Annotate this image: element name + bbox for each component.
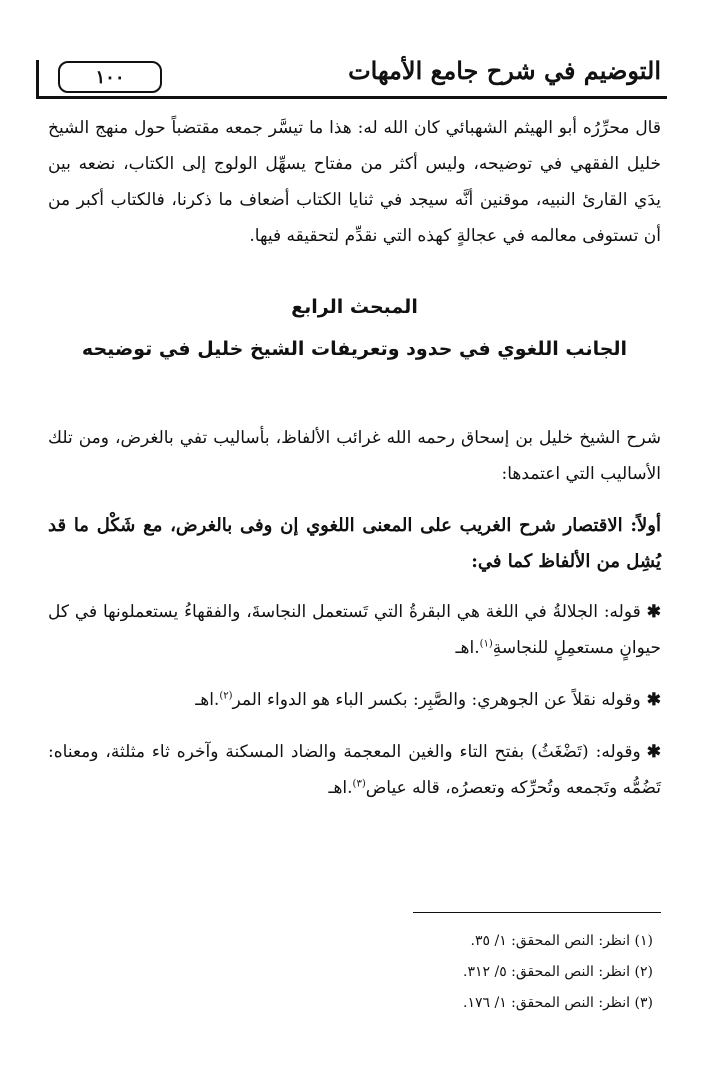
section-title: المبحث الرابع: [291, 296, 418, 318]
quote-one: [48, 594, 661, 666]
quote-two: [48, 682, 661, 718]
footnotes-list: [48, 926, 653, 1019]
quote-one-end: .اهـ: [455, 638, 480, 658]
footnote-item: (١) انظر: النص المحقق: ١/ ٣٥.: [470, 933, 653, 949]
section-subtitle: الجانب اللغوي في حدود وتعريفات الشيخ خليل في توضيحه: [81, 338, 628, 360]
method-one-heading: أولاً: الاقتصار شرح الغريب على المعنى اللغوي إن وفى بالغرض، مع شَكْل ما قد يُشِل من الألفاظ كما في:: [48, 515, 661, 572]
quote-three-end: .اهـ: [328, 778, 353, 798]
page-header: [36, 48, 667, 100]
footnote-ref-2[interactable]: (٢): [219, 690, 233, 702]
header-rule: [36, 96, 667, 99]
footnote-item: (٣) انظر: النص المحقق: ١/ ١٧٦.: [463, 995, 653, 1011]
section-intro-paragraph: شرح الشيخ خليل بن إسحاق رحمه الله غرائب الألفاظ، بأساليب تفي بالغرض، ومن تلك الأساليب التي اعتمدها:: [48, 428, 661, 484]
header-corner-tick: [36, 60, 39, 98]
page-number: ١٠٠: [58, 61, 162, 93]
footnote-item: (٢) انظر: النص المحقق: ٥/ ٣١٢.: [463, 964, 653, 980]
bullet-star-icon: ✱: [646, 742, 661, 762]
editor-intro-paragraph: قال محرِّرُه أبو الهيثم الشهبائي كان الله له: هذا ما تيسَّر جمعه مقتضباً حول منهج الشيخ خليل الفقهي في توضيحه، وليس أكثر من مفتاح يسهِّل الولوج إلى الكتاب، نضعه بين يدَي القارئ النبيه، موقنين أنَّه سيجد في ثنايا الكتاب أضعاف ما ذكرنا، فالكتاب أكبر من أن تستوفى معالمه في عجالةٍ كهذه التي نقدِّم لتحقيقه فيها.: [48, 118, 661, 246]
quote-three-text: وقوله: (تَضْغَثُ) بفتح التاء والغين المعجمة والضاد المسكنة وآخره ثاء مثلثة، ومعناه: تَضُمُّه وتَجمعه وتُحرِّكه وتعصرُه، قاله عياض: [48, 742, 661, 798]
footnote-ref-3[interactable]: (٣): [352, 778, 366, 790]
quote-two-text: وقوله نقلاً عن الجوهري: والصَّبِر: بكسر الباء هو الدواء المر: [232, 690, 641, 710]
quote-three: [48, 734, 661, 806]
footnote-separator: [413, 912, 661, 913]
running-title: التوضيم في شرح جامع الأمهات: [348, 56, 661, 85]
footnote-ref-1[interactable]: (١): [479, 638, 493, 650]
bullet-star-icon: ✱: [646, 690, 661, 710]
bullet-star-icon: ✱: [646, 602, 661, 622]
quote-two-end: .اهـ: [195, 690, 220, 710]
quote-one-text: قوله: الجلالةُ في اللغة هي البقرةُ التي تَستعمل النجاسةَ، والفقهاءُ يستعملونها في كل حيوانٍ مستعمِلٍ للنجاسةِ: [48, 602, 661, 658]
